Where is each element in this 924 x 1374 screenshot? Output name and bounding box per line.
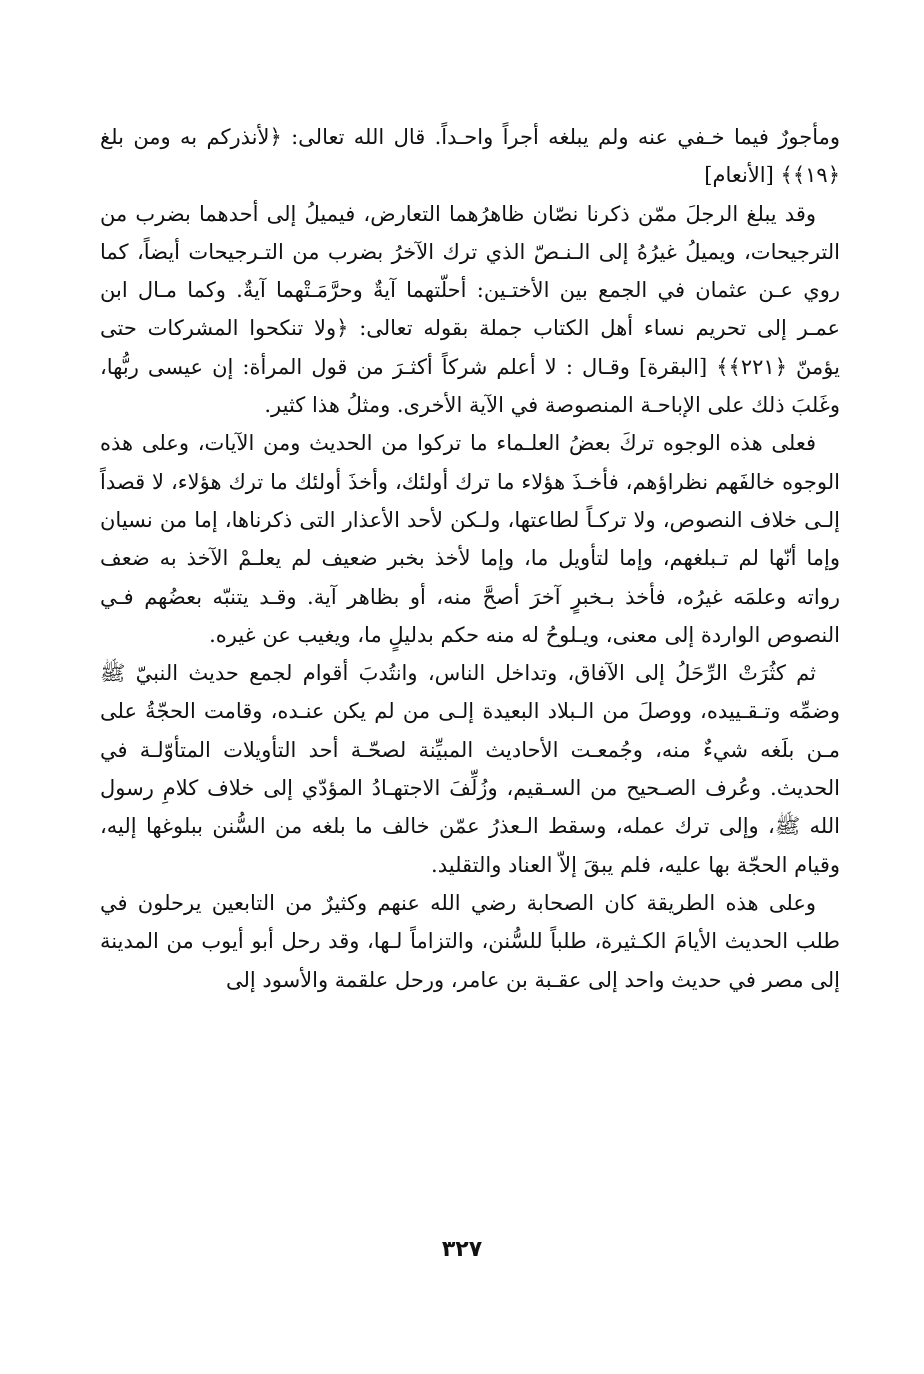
- paragraph: ثم كثُرَتْ الرِّحَلُ إلى الآفاق، وتداخل الناس، وانتُدبَ أقوام لجمع حديث النبيّ ﷺ وضمِّه وتـقـييده، ووصلَ من الـبلاد البعيدة إلـى من لم يكن عنـده، وقامت الحجّةُ على مـن بلَغه شيءٌ منه، وجُمعـت الأحاديث المبيِّنة لصحّـة أحد التأويلات المتأوّلـة في الحديث. وعُرف الصـحيح من السـقيم، وزُلِّفَ الاجتهـادُ المؤدّي إلى خلاف كلامِ رسول الله ﷺ، وإلى ترك عمله، وسقط الـعذرُ عمّن خالف ما بلغه من السُّنن ببلوغها إليه، وقيام الحجّة بها عليه، فلم يبقَ إلاّ العناد والتقليد.: [100, 661, 840, 877]
- paragraph: وقد يبلغ الرجلَ ممّن ذكرنا نصّان ظاهرُهما التعارض، فيميلُ إلى أحدهما بضرب من الترجيحات، ويميلُ غيرُهُ إلى الـنـصّ الذي ترك الآخرُ بضرب من التـرجيحات أيضاً، كما روي عـن عثمان في الجمع بين الأختـين: أحلّتهما آيةٌ وحرَّمَـتْهما آيةٌ. وكما مـال ابن عمـر إلى تحريم نساء أهل الكتاب جملة بقوله تعالى: ﴿ولا تنكحوا المشركات حتى يؤمنّ ﴿٢٢١﴾﴾ [البقرة] وقـال : لا أعلم شركاً أكثـرَ من قول المرأة: إن عيسى ربُّها، وغَلبَ ذلك على الإباحـة المنصوصة في الآية الأخرى. ومثلُ هذا كثير.: [100, 201, 840, 418]
- body-text: [100, 118, 840, 999]
- paragraph: ومأجورٌ فيما خـفي عنه ولم يبلغه أجراً واحـداً. قال الله تعالى: ﴿لأنذركم به ومن بلغ ﴿١٩﴾﴾ [الأنعام]: [100, 125, 840, 188]
- paragraph: فعلى هذه الوجوه تركَ بعضُ العلـماء ما تركوا من الحديث ومن الآيات، وعلى هذه الوجوه خالفَهم نظراؤهم، فأخـذَ هؤلاء ما ترك أولئك، وأخذَ أولئك ما ترك هؤلاء، لا قصداً إلـى خلاف النصوص، ولا تركـاً لطاعتها، ولـكن لأحد الأعذار التى ذكرناها، إما من نسيان وإما أنّها لم تـبلغهم، وإما لتأويل ما، وإما لأخذ بخبر ضعيف لم يعلـمْ الآخذ به ضعف رواته وعلمَه غيرُه، فأخذ بـخبرٍ آخرَ أصحَّ منه، أو بظاهر آية. وقـد يتنبّه بعضُهم فـي النصوص الواردة إلى معنى، ويـلوحُ له منه حكم بدليلٍ ما، ويغيب عن غيره.: [100, 431, 840, 647]
- page-number: ٣٢٧: [441, 1237, 483, 1262]
- paragraph: وعلى هذه الطريقة كان الصحابة رضي الله عنهم وكثيرٌ من التابعين يرحلون في طلب الحديث الأيامَ الكـثيرة، طلباً للسُّنن، والتزاماً لـها، وقد رحل أبو أيوب من المدينة إلى مصر في حديث واحد إلى عقـبة بن عامر، ورحل علقمة والأسود إلى: [100, 890, 840, 992]
